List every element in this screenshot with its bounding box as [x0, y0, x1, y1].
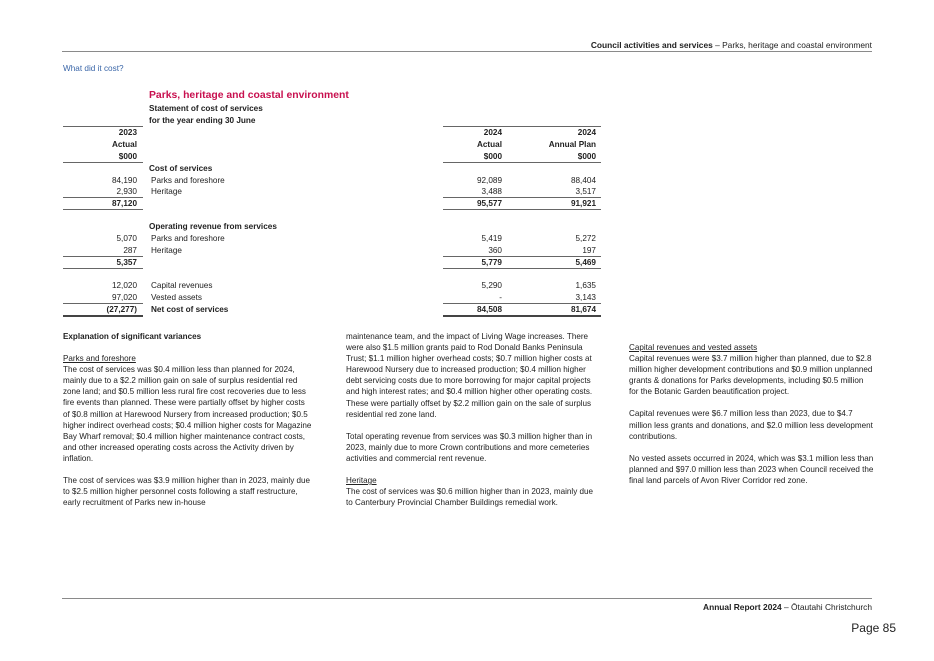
rev-heritage-label: Heritage: [151, 246, 182, 255]
parks-heading: Parks and foreshore: [63, 354, 136, 364]
heritage-heading: Heritage: [346, 476, 377, 486]
col-plan-type: Annual Plan: [548, 140, 596, 149]
running-footer: [703, 602, 872, 612]
rev-total-rule-left: [63, 268, 143, 269]
table-top-rule-right: [443, 126, 601, 127]
rev-heritage-2024: 360: [488, 246, 502, 255]
heritage-paragraph: The cost of services was $0.6 million higher than in 2023, mainly due to Canterbury Provincial Chamber Buildings remedial work.: [346, 487, 593, 508]
footer-city: Ōtautahi Christchurch: [791, 602, 872, 612]
total-rule-right: [443, 209, 601, 210]
capital-paragraph-2: Capital revenues were $6.7 million less than 2023, due to $4.7 million less grants and donations, and $2.0 million less development contributions.: [629, 409, 873, 441]
row-heritage-2024: 3,488: [481, 187, 502, 196]
row-heritage-label: Heritage: [151, 187, 182, 196]
revenue-paragraph: Total operating revenue from services was $0.3 million higher than in 2023, mainly due to more Crown contributions and more cemeteries activities and commercial rent revenue.: [346, 431, 593, 463]
footer-rule: [62, 598, 872, 599]
header-section: Council activities and services: [590, 40, 713, 50]
explanation-heading: Explanation of significant variances: [63, 332, 202, 341]
cap-rev-label: Capital revenues: [151, 281, 213, 290]
revenue-heading: Operating revenue from services: [149, 222, 277, 231]
rev-total-2024: 5,779: [481, 258, 502, 267]
parks-paragraph-1: The cost of services was $0.4 million less than planned for 2024, mainly due to a $2.2 million gain on sale of surplus residential red zone land; and $0.5 million less rural fire cost recoveries due to less fire events than planned. These were partially offset by higher costs of $0.8 million at Harewood Nursery from increased production; $0.5 higher indirect overhead costs; $0.4 million higher costs for Magazine Bay Wharf removal; $0.4 million higher maintenance contract costs, and other increased operating costs across the Activity driven by inflation.: [63, 365, 312, 463]
vested-label: Vested assets: [151, 293, 202, 302]
cost-total-plan: 91,921: [570, 199, 596, 208]
footer-separator: –: [781, 602, 791, 612]
cap-rev-2024: 5,290: [481, 281, 502, 290]
header-separator: –: [712, 40, 723, 50]
row-parks-plan: 88,404: [570, 176, 596, 185]
net-rule-right: [443, 303, 601, 304]
cost-total-2023: 87,120: [111, 199, 137, 208]
rev-total-rule-right: [443, 268, 601, 269]
header-bottom-rule-right: [443, 162, 601, 163]
vested-plan: 3,143: [575, 293, 596, 302]
explanation-column-3: [629, 342, 875, 497]
what-did-it-cost-link[interactable]: What did it cost?: [63, 64, 124, 73]
col-plan-year: 2024: [577, 128, 596, 137]
col-2023-year: 2023: [118, 128, 137, 137]
vested-2024: -: [499, 293, 502, 302]
statement-period: for the year ending 30 June: [149, 116, 256, 125]
cost-of-services-heading: Cost of services: [149, 164, 213, 173]
net-cost-2024: 84,508: [476, 305, 502, 314]
rev-heritage-2023: 287: [123, 246, 137, 255]
capital-paragraph-1: Capital revenues were $3.7 million higher than planned, due to $2.8 million higher development contributions and $0.9 million unplanned grants & donations for Parks developments, including $0.5 million for the Botanic Garden beautification project.: [629, 354, 873, 397]
vested-2023: 97,020: [111, 293, 137, 302]
rev-total-2023: 5,357: [116, 258, 137, 267]
page-number: Page 85: [851, 621, 896, 635]
section-title: Parks, heritage and coastal environment: [149, 90, 349, 101]
explanation-column-2: [346, 331, 596, 519]
row-parks-label: Parks and foreshore: [151, 176, 225, 185]
row-heritage-plan: 3,517: [575, 187, 596, 196]
subtotal-rule-right: [443, 197, 601, 198]
statement-title: Statement of cost of services: [149, 104, 263, 113]
subtotal-rule-left: [63, 197, 143, 198]
net-cost-plan: 81,674: [570, 305, 596, 314]
table-top-rule-left: [63, 126, 143, 127]
cost-of-services-table: [0, 0, 934, 330]
rev-parks-label: Parks and foreshore: [151, 234, 225, 243]
capital-heading: Capital revenues and vested assets: [629, 343, 758, 352]
header-bottom-rule-left: [63, 162, 143, 163]
net-cost-2023: (27,277): [106, 305, 137, 314]
rev-subtotal-rule-right: [443, 256, 601, 257]
row-parks-2024: 92,089: [476, 176, 502, 185]
row-parks-2023: 84,190: [111, 176, 137, 185]
col-2024-year: 2024: [483, 128, 502, 137]
cap-rev-plan: 1,635: [575, 281, 596, 290]
net-double-rule-right: [443, 315, 601, 317]
cost-total-2024: 95,577: [476, 199, 502, 208]
col-plan-unit: $000: [577, 152, 596, 161]
row-heritage-2023: 2,930: [116, 187, 137, 196]
net-rule-left: [63, 303, 143, 304]
col-2023-unit: $000: [118, 152, 137, 161]
cap-rev-2023: 12,020: [111, 281, 137, 290]
parks-paragraph-3: maintenance team, and the impact of Living Wage increases. There were also $1.5 million grants paid to Rod Donald Banks Peninsula Trust; $1.1 million higher overhead costs; $0.7 million higher costs at Harewood Nursery due to increased production; $0.4 million higher debt servicing costs due to more borrowing for major capital projects and high interest rates; and $0.4 million higher other operating costs. These were partially offset by $2.2 million gain on the sale of surplus residential red zone land.: [346, 332, 593, 419]
col-2023-type: Actual: [111, 140, 137, 149]
col-2024-unit: $000: [483, 152, 502, 161]
vested-paragraph: No vested assets occurred in 2024, which was $3.1 million less than planned and $97.0 million less than 2023 when Council received the final land parcels of Avon River Corridor red zone.: [629, 453, 874, 485]
net-double-rule-left: [63, 315, 143, 317]
rev-parks-2023: 5,070: [116, 234, 137, 243]
rev-total-plan: 5,469: [575, 258, 596, 267]
rev-parks-2024: 5,419: [481, 234, 502, 243]
footer-report: Annual Report 2024: [703, 602, 782, 612]
rev-subtotal-rule-left: [63, 256, 143, 257]
col-2024-type: Actual: [476, 140, 502, 149]
explanation-column-1: [63, 331, 313, 519]
rev-heritage-plan: 197: [582, 246, 596, 255]
header-topic: Parks, heritage and coastal environment: [722, 40, 872, 50]
rev-parks-plan: 5,272: [575, 234, 596, 243]
total-rule-left: [63, 209, 143, 210]
net-cost-label: Net cost of services: [151, 305, 229, 314]
parks-paragraph-2: The cost of services was $3.9 million higher than in 2023, mainly due to $2.5 million higher personnel costs following a staff restructure, early recruitment of Parks new in-house: [63, 476, 310, 508]
